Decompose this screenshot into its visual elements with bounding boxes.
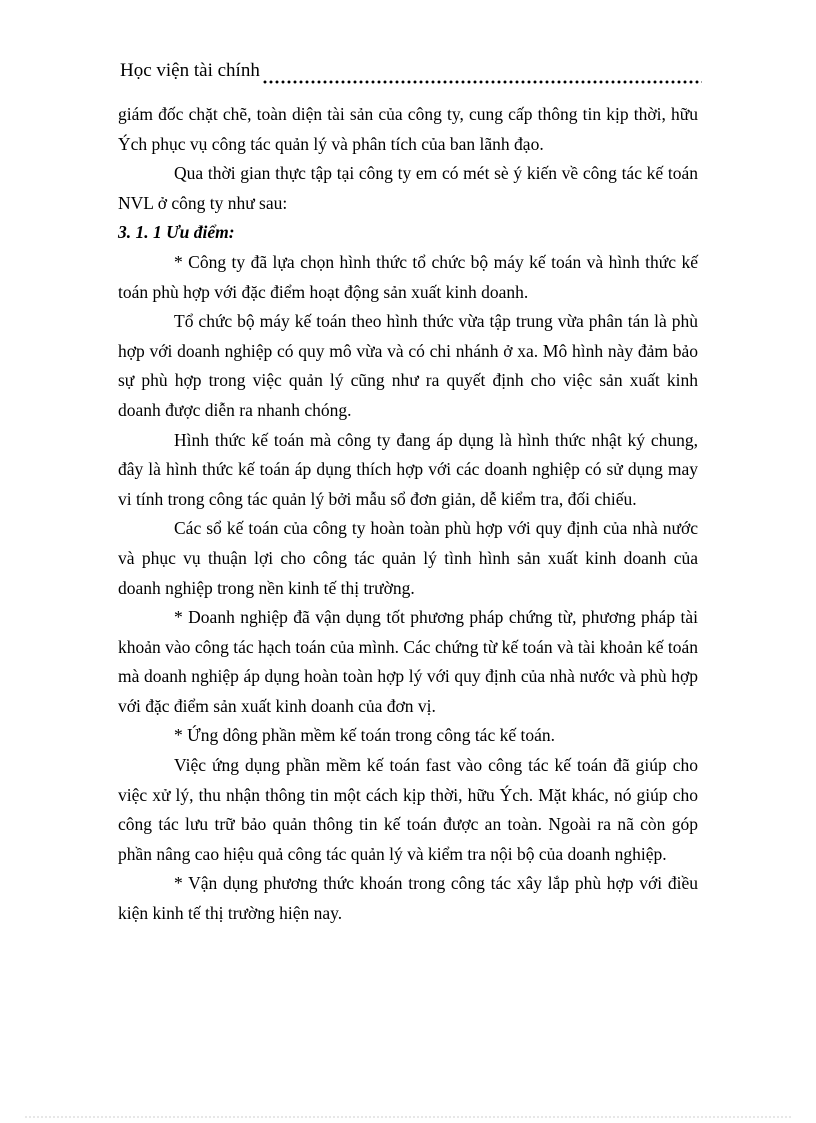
header-title: Học viện tài chính bbox=[120, 60, 260, 81]
page-header bbox=[120, 52, 702, 82]
paragraph: * Ứng dông phần mềm kế toán trong công tác kế toán. bbox=[174, 725, 555, 746]
paragraph: * Doanh nghiệp đã vận dụng tốt phương pháp chứng từ, phương pháp tài khoản vào công tác hạch toán của mình. Các chứng từ kế toán và tài khoản kế toán mà doanh nghiệp áp dụng hoàn toàn hợp lý với quy định của nhà nước và phù hợp với đặc điểm sản xuất kinh doanh của đơn vị. bbox=[118, 607, 698, 716]
paragraph: Việc ứng dụng phần mềm kế toán fast vào công tác kế toán đã giúp cho việc xử lý, thu nhận thông tin một cách kịp thời, hữu Ých. Mặt khác, nó giúp cho công tác lưu trữ bảo quản thông tin kế toán được an toàn. Ngoài ra nã còn góp phần nâng cao hiệu quả công tác quản lý và kiểm tra nội bộ của doanh nghiệp. bbox=[118, 755, 698, 864]
paragraph: Các sổ kế toán của công ty hoàn toàn phù hợp với quy định của nhà nước và phục vụ thuận lợi cho công tác quản lý tình hình sản xuất kinh doanh của doanh nghiệp trong nền kinh tế thị trường. bbox=[118, 518, 698, 598]
header-dotted-leader bbox=[262, 63, 702, 85]
paragraph: giám đốc chặt chẽ, toàn diện tài sản của công ty, cung cấp thông tin kịp thời, hữu Ých phục vụ công tác quản lý và phân tích của ban lãnh đạo. bbox=[118, 104, 698, 154]
section-heading: 3. 1. 1 Ưu điểm: bbox=[118, 222, 235, 243]
page-bottom-border bbox=[24, 1116, 792, 1118]
paragraph: * Vận dụng phương thức khoán trong công tác xây lắp phù hợp với điều kiện kinh tế thị trường hiện nay. bbox=[118, 873, 698, 924]
paragraph: Tổ chức bộ máy kế toán theo hình thức vừa tập trung vừa phân tán là phù hợp với doanh nghiệp có quy mô vừa và có chi nhánh ở xa. Mô hình này đảm bảo sự phù hợp trong việc quản lý cũng như ra quyết định cho việc sản xuất kinh doanh được diễn ra nhanh chóng. bbox=[118, 311, 698, 420]
document-body bbox=[118, 100, 698, 929]
paragraph: Hình thức kế toán mà công ty đang áp dụng là hình thức nhật ký chung, đây là hình thức kế toán áp dụng thích hợp với các doanh nghiệp có sử dụng may vi tính trong công tác quản lý bởi mẫu sổ đơn giản, dễ kiểm tra, đối chiếu. bbox=[118, 429, 698, 509]
paragraph: Qua thời gian thực tập tại công ty em có mét sè ý kiến về công tác kế toán NVL ở công ty như sau: bbox=[118, 163, 698, 213]
paragraph: * Công ty đã lựa chọn hình thức tổ chức bộ máy kế toán và hình thức kế toán phù hợp với đặc điểm hoạt động sản xuất kinh doanh. bbox=[118, 251, 698, 302]
